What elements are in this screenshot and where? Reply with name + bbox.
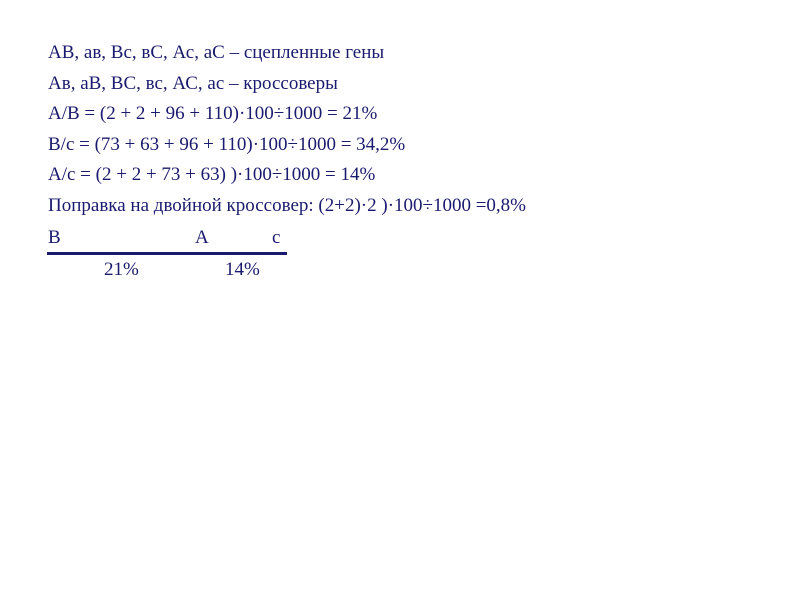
a-b-distance-formula: А/В = (2 + 2 + 96 + 110)·100÷1000 = 21% [48,103,378,124]
distance-b-a: 21% [104,259,139,280]
locus-c-label: с [272,227,281,248]
double-crossover-correction: Поправка на двойной кроссовер: (2+2)·2 )·100÷1000 =0,8% [48,195,526,216]
linked-genes-line: АВ, ав, Вс, вС, Ас, аС – сцепленные гены [48,42,385,63]
chromosome-map-line [47,252,287,255]
a-c-distance-formula: А/с = (2 + 2 + 73 + 63) )·100÷1000 = 14% [48,164,376,185]
b-c-distance-formula: В/с = (73 + 63 + 96 + 110)·100÷1000 = 34,2% [48,134,406,155]
distance-a-c: 14% [225,259,260,280]
locus-b-label: В [48,227,61,248]
crossovers-line: Ав, аВ, ВС, вс, АС, ас – кроссоверы [48,73,338,94]
locus-a-label: А [195,227,209,248]
